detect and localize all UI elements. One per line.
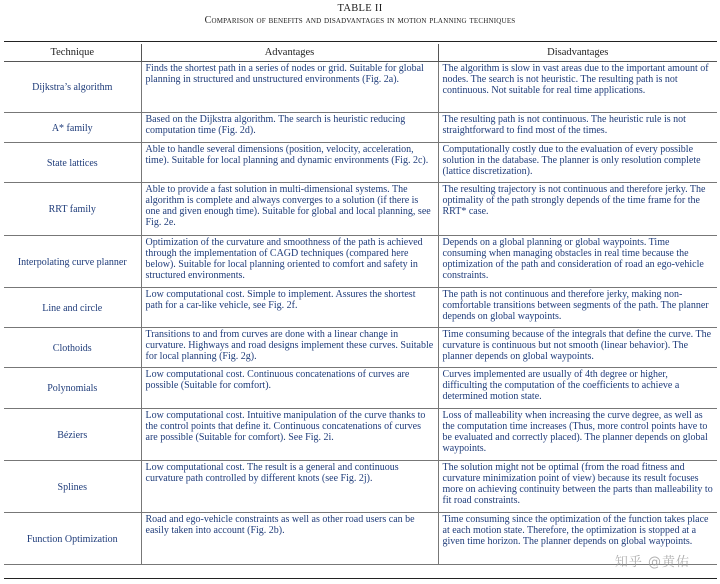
comparison-table	[4, 44, 717, 565]
disadvantages-cell: The resulting trajectory is not continuous and therefore jerky. The optimality of the path strongly depends of the time frame for the RRT* case.	[438, 183, 717, 236]
table-row	[4, 62, 717, 113]
disadvantages-cell: The solution might not be optimal (from the road fitness and curvature minimization point of view) because its result focuses more on achieving continuity between the parts than malleability to fit road constraints.	[438, 461, 717, 513]
header-row	[4, 44, 717, 62]
technique-cell: Line and circle	[4, 288, 141, 328]
advantages-cell: Low computational cost. Continuous concatenations of curves are possible (Suitable for comfort).	[141, 368, 438, 409]
table-row	[4, 143, 717, 183]
disadvantages-cell: The resulting path is not continuous. The heuristic rule is not straightforward to find most of the times.	[438, 113, 717, 143]
disadvantages-cell: Time consuming since the optimization of the function takes place at each motion state. Therefore, the optimization is stopped at a given time horizon. The planner depends on global waypoints.	[438, 513, 717, 565]
advantages-cell: Transitions to and from curves are done with a linear change in curvature. Highways and road designs implement these curves. Suitable for local planning (Fig. 2g).	[141, 328, 438, 368]
table-row	[4, 461, 717, 513]
technique-cell: Polynomials	[4, 368, 141, 409]
table-row	[4, 113, 717, 143]
watermark	[615, 551, 690, 570]
table-number: TABLE II	[337, 3, 383, 14]
table-row	[4, 183, 717, 236]
advantages-cell: Low computational cost. Intuitive manipulation of the curve thanks to the control points that define it. Continuous concatenations of curves are possible (Suitable for comfort). See Fig. 2i.	[141, 409, 438, 461]
table-row	[4, 409, 717, 461]
advantages-cell: Road and ego-vehicle constraints as well as other road users can be easily taken into account (Fig. 2b).	[141, 513, 438, 565]
advantages-cell: Finds the shortest path in a series of nodes or grid. Suitable for global planning in structured and unstructured environments (Fig. 2a).	[141, 62, 438, 113]
table-row	[4, 236, 717, 288]
table-row	[4, 368, 717, 409]
advantages-cell: Optimization of the curvature and smoothness of the path is achieved through the implementation of CAGD techniques (compared here below). Suitable for local planning oriented to comfort and safety in structured environments.	[141, 236, 438, 288]
disadvantages-cell: Loss of malleability when increasing the curve degree, as well as the computation time increases (Thus, more control points have to be evaluated and correctly placed). The planner depends on global waypoints.	[438, 409, 717, 461]
watermark-text: 知乎 @黄佑	[614, 555, 690, 570]
table-row	[4, 513, 717, 565]
advantages-cell: Based on the Dijkstra algorithm. The search is heuristic reducing computation time (Fig. 2d).	[141, 113, 438, 143]
technique-cell: Béziers	[4, 409, 141, 461]
technique-cell: RRT family	[4, 183, 141, 236]
table-caption	[0, 3, 720, 27]
technique-cell: Splines	[4, 461, 141, 513]
advantages-cell: Low computational cost. Simple to implement. Assures the shortest path for a car-like vehicle, see Fig. 2f.	[141, 288, 438, 328]
technique-cell: Clothoids	[4, 328, 141, 368]
disadvantages-cell: Curves implemented are usually of 4th degree or higher, difficulting the computation of the coefficients to achieve a determined motion state.	[438, 368, 717, 409]
header-advantages: Advantages	[141, 44, 438, 62]
technique-cell: State lattices	[4, 143, 141, 183]
disadvantages-cell: Time consuming because of the integrals that define the curve. The curvature is continuous but not smooth (linear behavior). The planner depends on global waypoints.	[438, 328, 717, 368]
disadvantages-cell: The algorithm is slow in vast areas due to the important amount of nodes. The search is not heuristic. The resulting path is not continuous. Not suitable for real time applications.	[438, 62, 717, 113]
table-title: Comparison of benefits and disadvantages in motion planning techniques	[204, 15, 516, 26]
advantages-cell: Able to provide a fast solution in multi-dimensional systems. The algorithm is complete and always converges to a solution (if there is one and given enough time). Suitable for global and local planning, see Fig. 2e.	[141, 183, 438, 236]
disadvantages-cell: The path is not continuous and therefore jerky, making non-comfortable transitions between segments of the path. The planner depends on global waypoints.	[438, 288, 717, 328]
table-row	[4, 288, 717, 328]
table-row	[4, 328, 717, 368]
technique-cell: Dijkstra’s algorithm	[4, 62, 141, 113]
technique-cell: Interpolating curve planner	[4, 236, 141, 288]
top-rule	[4, 41, 717, 42]
advantages-cell: Able to handle several dimensions (position, velocity, acceleration, time). Suitable for local planning and dynamic environments (Fig. 2c).	[141, 143, 438, 183]
disadvantages-cell: Depends on a global planning or global waypoints. Time consuming when managing obstacles in real time because the optimization of the path and consideration of road an ego-vehicle constraints.	[438, 236, 717, 288]
header-technique: Technique	[4, 44, 141, 62]
advantages-cell: Low computational cost. The result is a general and continuous curvature path controlled by different knots (see Fig. 2j).	[141, 461, 438, 513]
bottom-rule	[4, 578, 717, 579]
disadvantages-cell: Computationally costly due to the evaluation of every possible solution in the database. The planner is only resolution complete (lattice discretization).	[438, 143, 717, 183]
technique-cell: Function Optimization	[4, 513, 141, 565]
header-disadvantages: Disadvantages	[438, 44, 717, 62]
technique-cell: A* family	[4, 113, 141, 143]
